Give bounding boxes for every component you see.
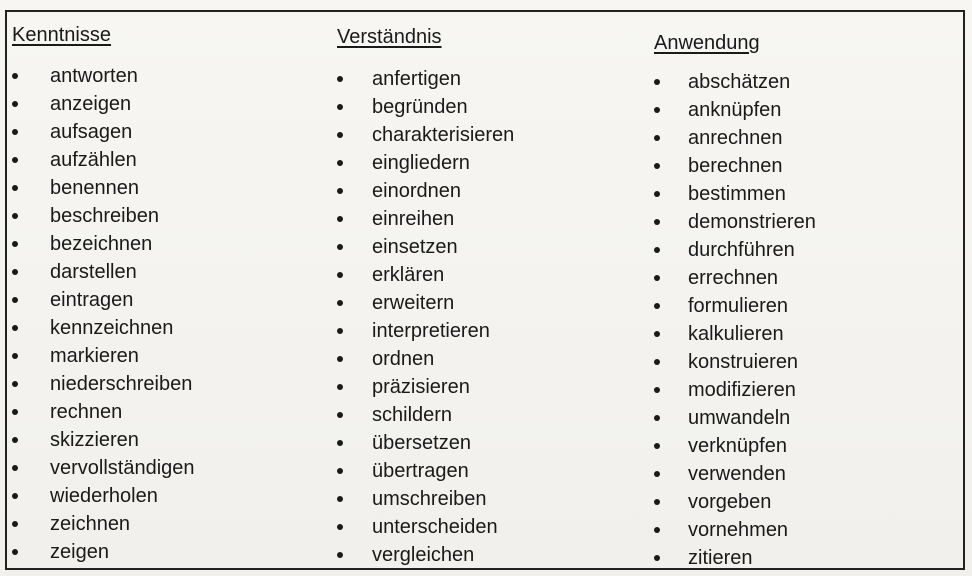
bullet-icon [337,132,343,138]
bullet-icon [654,163,660,169]
bullet-icon [12,157,18,163]
list-item-label: unterscheiden [372,516,498,538]
list-item-label: beschreiben [50,205,159,227]
bullet-icon [12,73,18,79]
column-title-verstaendnis: Verständnis [337,26,442,48]
bullet-icon [12,185,18,191]
list-item-label: wiederholen [50,485,158,507]
bullet-icon [654,135,660,141]
bullet-icon [654,499,660,505]
list-item-label: bezeichnen [50,233,153,255]
bullet-icon [654,359,660,365]
list-item-label: anrechnen [688,127,783,149]
list-item-label: skizzieren [50,429,139,451]
list-item-label: anknüpfen [688,99,782,121]
bullet-icon [12,325,18,331]
bullet-icon [654,387,660,393]
list-item-label: vervollständigen [50,457,195,479]
bullet-icon [12,549,18,555]
bullet-icon [337,104,343,110]
bullet-icon [12,437,18,443]
bullet-icon [12,381,18,387]
list-item-label: antworten [50,65,138,87]
list-item-label: verknüpfen [688,435,787,457]
column-title-anwendung: Anwendung [654,32,760,54]
bullet-icon [654,415,660,421]
bullet-icon [337,188,343,194]
list-item-label: interpretieren [372,320,490,342]
bullet-icon [654,79,660,85]
bullet-icon [12,521,18,527]
bullet-icon [12,269,18,275]
bullet-icon [12,241,18,247]
bullet-icon [654,471,660,477]
list-item-label: umschreiben [372,488,487,510]
bullet-icon [12,297,18,303]
bullet-icon [12,213,18,219]
list-item-label: verwenden [688,463,786,485]
list-item-label: anzeigen [50,93,132,115]
bullet-icon [654,191,660,197]
list-item-label: vergleichen [372,544,475,566]
bullet-icon [337,468,343,474]
list-item-label: konstruieren [688,351,799,373]
list-item-label: demonstrieren [688,211,816,233]
list-item-label: kennzeichnen [50,317,174,339]
bullet-icon [337,160,343,166]
list-item-label: zitieren [688,547,753,569]
bullet-icon [337,524,343,530]
verb-table-frame [5,10,965,570]
bullet-icon [337,272,343,278]
list-item-label: begründen [372,96,468,118]
list-item-label: erklären [372,264,445,286]
list-item-label: durchführen [688,239,795,261]
bullet-icon [337,552,343,558]
bullet-icon [654,331,660,337]
list-item-label: übersetzen [372,432,471,454]
list-item-label: bestimmen [688,183,786,205]
list-item-label: zeichnen [50,513,131,535]
list-item-label: umwandeln [688,407,791,429]
list-item-label: vornehmen [688,519,789,541]
bullet-icon [337,496,343,502]
list-item-label: eingliedern [372,152,470,174]
list-item-label: benennen [50,177,139,199]
bullet-icon [337,440,343,446]
list-item-label: abschätzen [688,71,791,93]
bullet-icon [654,527,660,533]
bullet-icon [337,76,343,82]
list-item-label: aufsagen [50,121,133,143]
list-item-label: rechnen [50,401,123,423]
list-item-label: einordnen [372,180,461,202]
list-item-label: schildern [372,404,453,426]
list-item-label: darstellen [50,261,137,283]
list-item-label: errechnen [688,267,779,289]
bullet-icon [12,465,18,471]
list-item-label: anfertigen [372,68,461,90]
bullet-icon [12,353,18,359]
list-item-label: niederschreiben [50,373,193,395]
bullet-icon [654,107,660,113]
bullet-icon [337,356,343,362]
list-item-label: einreihen [372,208,455,230]
list-item-label: übertragen [372,460,469,482]
bullet-icon [12,101,18,107]
bullet-icon [12,493,18,499]
list-item-label: erweitern [372,292,455,314]
list-item-label: kalkulieren [688,323,784,345]
list-item-label: vorgeben [688,491,772,513]
bullet-icon [654,443,660,449]
bullet-icon [654,247,660,253]
bullet-icon [654,555,660,561]
list-item-label: zeigen [50,541,109,563]
column-title-kenntnisse: Kenntnisse [12,24,111,46]
bullet-icon [337,412,343,418]
list-item-label: aufzählen [50,149,137,171]
bullet-icon [337,216,343,222]
bullet-icon [337,328,343,334]
list-item-label: berechnen [688,155,783,177]
bullet-icon [12,129,18,135]
bullet-icon [654,303,660,309]
list-item-label: einsetzen [372,236,458,258]
list-item-label: eintragen [50,289,134,311]
list-item-label: modifizieren [688,379,796,401]
bullet-icon [337,300,343,306]
bullet-icon [12,409,18,415]
list-item-label: markieren [50,345,139,367]
bullet-icon [654,219,660,225]
bullet-icon [654,275,660,281]
list-item-label: präzisieren [372,376,470,398]
bullet-icon [337,244,343,250]
bullet-icon [337,384,343,390]
list-item-label: charakterisieren [372,124,515,146]
list-item-label: ordnen [372,348,435,370]
list-item-label: formulieren [688,295,789,317]
